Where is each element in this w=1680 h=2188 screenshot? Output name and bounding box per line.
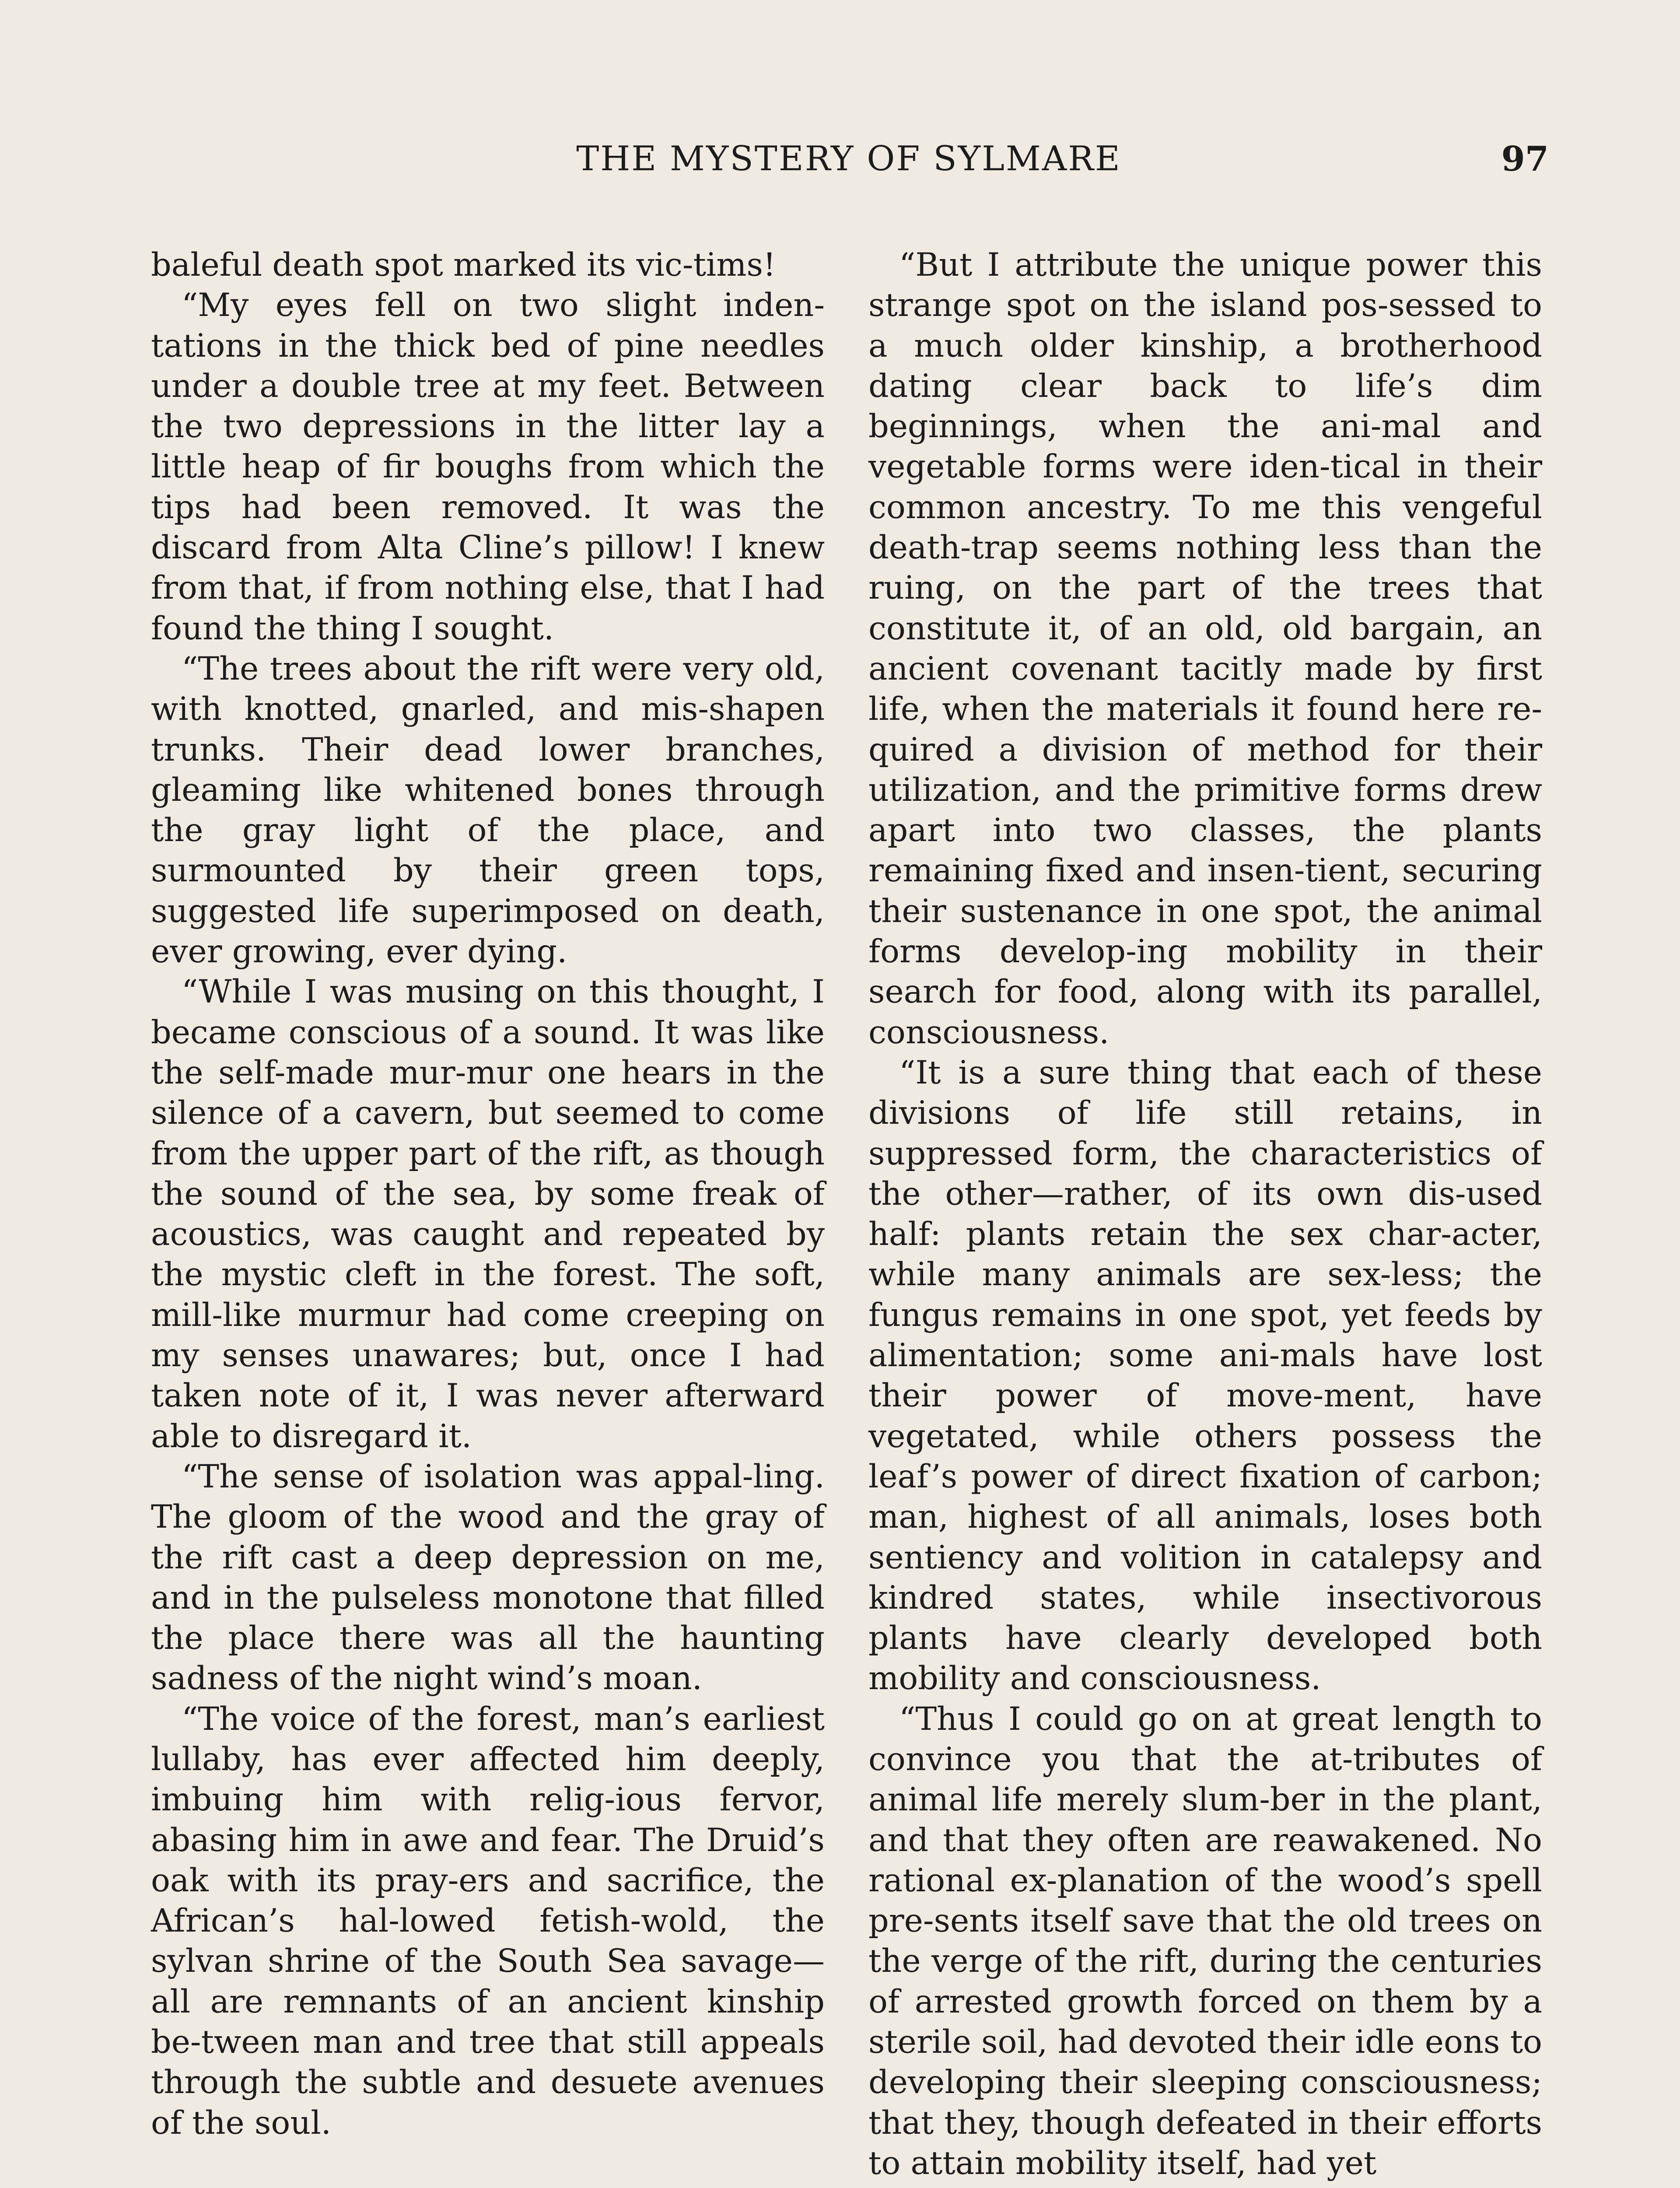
left-column xyxy=(151,245,825,2143)
running-head xyxy=(149,139,1549,187)
paragraph: “My eyes fell on two slight inden-tations in the thick bed of pine needles under a double tree at my feet. Between the two depressions in the litter lay a little heap of fir boughs from which the tips had been removed. It was the discard from Alta Cline’s pillow! I knew from that, if from nothing else, that I had found the thing I sought. xyxy=(151,287,825,647)
paragraph: baleful death spot marked its vic-tims! xyxy=(151,246,776,284)
paragraph: “The sense of isolation was appal-ling. The gloom of the wood and the gray of the rift cast a deep depression on me, and in the pulseless monotone that filled the place there was all the haunting sadness of the night wind’s moan. xyxy=(151,1458,825,1697)
paragraph: “Thus I could go on at great length to convince you that the at-tributes of animal life merely slum-ber in the plant, and that they often are reawakened. No rational ex-planation of the wood’s spell pre-sents itself save that the old trees on the verge of the rift, during the centuries of arrested growth forced on them by a sterile soil, had devoted their idle eons to developing their sleeping consciousness; that they, though defeated in their efforts to attain mobility itself, had yet xyxy=(868,1700,1542,2182)
paragraph: “The voice of the forest, man’s earliest lullaby, has ever affected him deeply, imbuing him with relig-ious fervor, abasing him in awe and fear. The Druid’s oak with its pray-ers and sacrifice, the African’s hal-lowed fetish-wold, the sylvan shrine of the South Sea savage—all are remnants of an ancient kinship be-tween man and tree that still appeals through the subtle and desuete avenues of the soul. xyxy=(151,1700,825,2142)
right-column xyxy=(868,245,1542,2184)
page-number: 97 xyxy=(1501,139,1549,179)
paragraph: “But I attribute the unique power this strange spot on the island pos-sessed to a much older kinship, a brotherhood dating clear back to life’s dim beginnings, when the ani-mal and vegetable forms were iden-tical in their common ancestry. To me this vengeful death-trap seems nothing less than the ruing, on the part of the trees that constitute it, of an old, old bargain, an ancient covenant tacitly made by first life, when the materials it found here re-quired a division of method for their utilization, and the primitive forms drew apart into two classes, the plants remaining fixed and insen-tient, securing their sustenance in one spot, the animal forms develop-ing mobility in their search for food, along with its parallel, consciousness. xyxy=(868,246,1542,1051)
paragraph: “The trees about the rift were very old, with knotted, gnarled, and mis-shapen trunks. Their dead lower branches, gleaming like whitened bones through the gray light of the place, and surmounted by their green tops, suggested life superimposed on death, ever growing, ever dying. xyxy=(151,650,825,971)
paragraph: “While I was musing on this thought, I became conscious of a sound. It was like the self-made mur-mur one hears in the silence of a cavern, but seemed to come from the upper part of the rift, as though the sound of the sea, by some freak of acoustics, was caught and repeated by the mystic cleft in the forest. The soft, mill-like murmur had come creeping on my senses unawares; but, once I had taken note of it, I was never afterward able to disregard it. xyxy=(151,973,825,1455)
running-title: THE MYSTERY OF SYLMARE xyxy=(576,139,1121,179)
paragraph: “It is a sure thing that each of these divisions of life still retains, in suppressed form, the characteristics of the other—rather, of its own dis-used half: plants retain the sex char-acter, while many animals are sex-less; the fungus remains in one spot, yet feeds by alimentation; some ani-mals have lost their power of move-ment, have vegetated, while others possess the leaf’s power of direct fixation of carbon; man, highest of all animals, loses both sentiency and volition in catalepsy and kindred states, while insectivorous plants have clearly developed both mobility and consciousness. xyxy=(868,1054,1542,1697)
